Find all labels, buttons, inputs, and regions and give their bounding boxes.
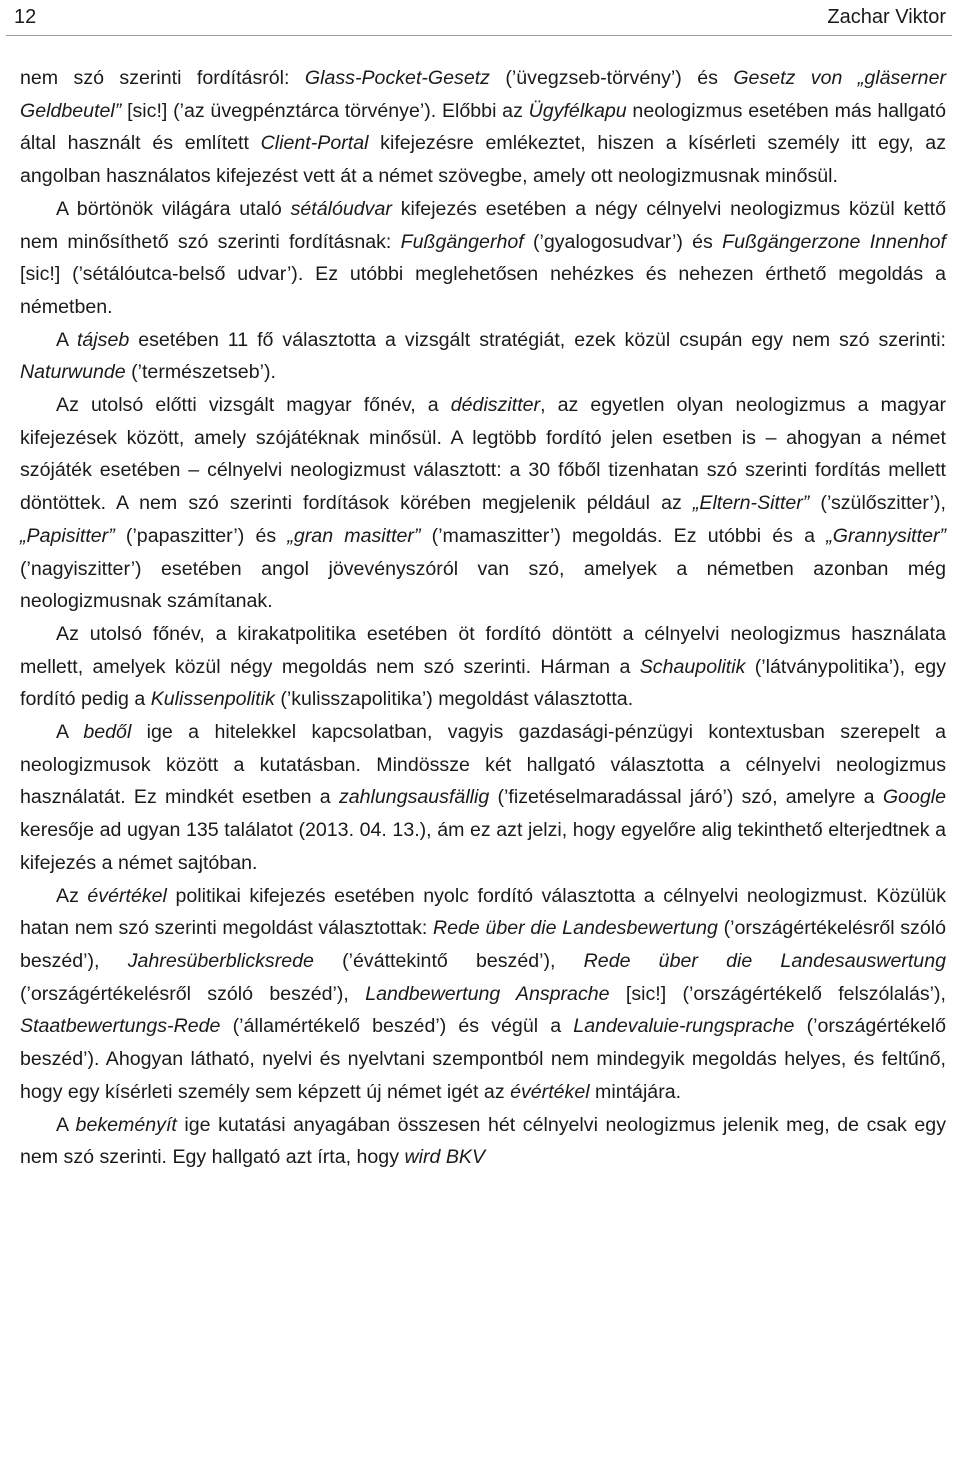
text-run: keresője ad ugyan 135 találatot (2013. 04. 13.), ám ez azt jelzi, hogy egyelőre alig tekinthető elterjedtnek a kifejezés a német sajtóban. — [20, 819, 946, 874]
italic-term: Landbewertung Ansprache — [365, 982, 610, 1005]
paragraph — [20, 880, 946, 1109]
italic-term: zahlungsausfällig — [338, 786, 490, 809]
paragraph — [20, 1109, 946, 1174]
text-run: nem szó szerinti fordításról: — [20, 67, 305, 89]
italic-term: Fußgängerhof — [400, 230, 524, 253]
text-run: (’nagyiszitter’) esetében angol jövevényszóról van szó, amelyek a németben azonban még neologizmusnak számítanak. — [20, 557, 946, 613]
text-run: (’látványpolitika’), egy fordító pedig a — [20, 655, 946, 711]
italic-term: évértékel — [87, 884, 167, 907]
paragraph — [20, 324, 946, 389]
paragraph — [20, 716, 946, 880]
italic-term: Glass-Pocket-Gesetz — [304, 67, 490, 89]
text-run: (’természetseb’). — [125, 361, 276, 384]
italic-term: Rede über die Landesauswertung — [583, 949, 946, 972]
italic-term: Google — [882, 786, 946, 809]
text-run: mintájára. — [589, 1080, 682, 1103]
text-run: [sic!] (’sétálóutca-belső udvar’). Ez utóbbi meglehetősen nehézkes és nehezen érthető megoldás a németben. — [20, 263, 946, 318]
text-run: (’országértékelésről szóló beszéd’), — [20, 917, 946, 972]
text-run: (’üvegzseb-törvény’) és — [489, 67, 734, 89]
italic-term: Landevaluie-rungsprache — [573, 1015, 795, 1038]
text-run: (’kulisszapolitika’) megoldást választotta. — [274, 688, 634, 711]
text-run: (’éváttekintő beszéd’), — [313, 949, 584, 972]
italic-term: Naturwunde — [20, 361, 126, 384]
text-run: [sic!] (’az üvegpénztárca törvénye’). Előbbi az — [121, 99, 529, 122]
text-run: (’fizetéselmaradással járó’) szó, amelyre a — [489, 786, 883, 809]
italic-term: „Papisitter” — [20, 524, 115, 547]
text-run: ige kutatási anyagában összesen hét célnyelvi neologizmus jelenik meg, de csak egy nem szó szerinti. Egy hallgató azt írta, hogy — [20, 1113, 946, 1169]
italic-term: Client-Portal — [260, 132, 369, 155]
page-number: 12 — [14, 6, 37, 28]
text-run: (’államértékelő beszéd’) és végül a — [220, 1015, 574, 1038]
italic-term: wird BKV — [404, 1146, 486, 1169]
italic-term: Ügyfélkapu — [528, 99, 627, 122]
text-run: A börtönök világára utaló — [56, 197, 291, 220]
text-run: A — [56, 1113, 76, 1136]
italic-term: sétálóudvar — [290, 197, 392, 220]
text-run: kifejezés esetében a négy célnyelvi neologizmus közül kettő nem minősíthető szó szerinti fordításnak: — [20, 197, 946, 253]
text-run: A — [56, 328, 77, 351]
italic-term: „Grannysitter” — [826, 524, 947, 547]
text-run: neologizmus esetében más hallgató által használt és említett — [20, 99, 946, 155]
paragraph — [20, 193, 946, 324]
italic-term: tájseb — [76, 328, 130, 351]
text-run: kifejezésre emlékeztet, hiszen a kísérleti személy itt egy, az angolban használatos kifejezést vett át a német szövegbe, amely ott neologizmusnak minősül. — [20, 132, 946, 188]
paragraph — [20, 389, 946, 618]
paragraph — [20, 62, 946, 193]
text-run: A — [56, 721, 84, 744]
italic-term: évértékel — [510, 1080, 590, 1103]
text-run: esetében 11 fő választotta a vizsgált stratégiát, ezek közül csupán egy nem szó szerinti: — [129, 328, 946, 351]
text-run: Az — [56, 884, 88, 907]
italic-term: Fußgängerzone Innenhof — [722, 230, 946, 253]
italic-term: bedől — [83, 721, 132, 744]
italic-term: „gran masitter” — [287, 524, 421, 547]
italic-term: bekeményít — [75, 1113, 177, 1136]
text-run: (’szülőszitter’), — [809, 492, 946, 515]
text-run: [sic!] (’országértékelő felszólalás’), — [609, 982, 946, 1005]
text-run: (’országértékelésről szóló beszéd’), — [20, 982, 366, 1005]
italic-term: Schaupolitik — [639, 655, 746, 678]
paragraph — [20, 618, 946, 716]
text-run: Az utolsó előtti vizsgált magyar főnév, a — [56, 394, 451, 417]
italic-term: Staatbewertungs-Rede — [20, 1015, 221, 1038]
text-run: (’mamaszitter’) megoldás. Ez utóbbi és a — [420, 524, 827, 547]
italic-term: „Eltern-Sitter” — [692, 492, 810, 515]
italic-term: Jahresüberblicksrede — [127, 949, 314, 972]
text-run: ige a hitelekkel kapcsolatban, vagyis gazdasági-pénzügyi kontextusban szerepelt a neologizmusok között a kutatásban. Mindössze két hallgató választotta a célnyelvi neologizmus használatát. Ez mindkét esetben a — [20, 721, 946, 809]
text-run: (’országértékelő beszéd’). Ahogyan látható, nyelvi és nyelvtani szempontból nem mindegyik megoldás helyes, és feltűnő, hogy egy kísérleti személy sem képzett új német igét az — [20, 1015, 946, 1103]
italic-term: Rede über die Landesbewertung — [432, 917, 718, 940]
italic-term: Gesetz von „gläserner Geldbeutel” — [20, 67, 947, 122]
running-author: Zachar Viktor — [827, 6, 946, 28]
italic-term: dédiszitter — [450, 394, 541, 417]
text-run: politikai kifejezés esetében nyolc fordító választotta a célnyelvi neologizmust. Közülük hatan nem szó szerinti megoldást választottak: — [20, 884, 947, 940]
page-header — [6, 0, 952, 36]
italic-term: Kulissenpolitik — [150, 688, 275, 711]
text-run: , az egyetlen olyan neologizmus a magyar kifejezések között, amely szójátéknak minősül. A legtöbb fordító jelen esetben is – ahogyan a német szójáték esetében – célnyelvi neologizmust választott: a 30 főből tizenhatan szó szerinti fordítás mellett döntöttek. A nem szó szerinti fordítások körében megjelenik például az — [20, 394, 946, 515]
text-run: (’gyalogosudvar’) és — [523, 230, 723, 253]
text-run: (’papaszitter’) és — [114, 524, 288, 547]
body-text — [20, 62, 946, 1174]
text-run: Az utolsó főnév, a kirakatpolitika esetében öt fordító döntött a célnyelvi neologizmus használata mellett, amelyek közül négy megoldás nem szó szerinti. Hárman a — [20, 622, 946, 678]
